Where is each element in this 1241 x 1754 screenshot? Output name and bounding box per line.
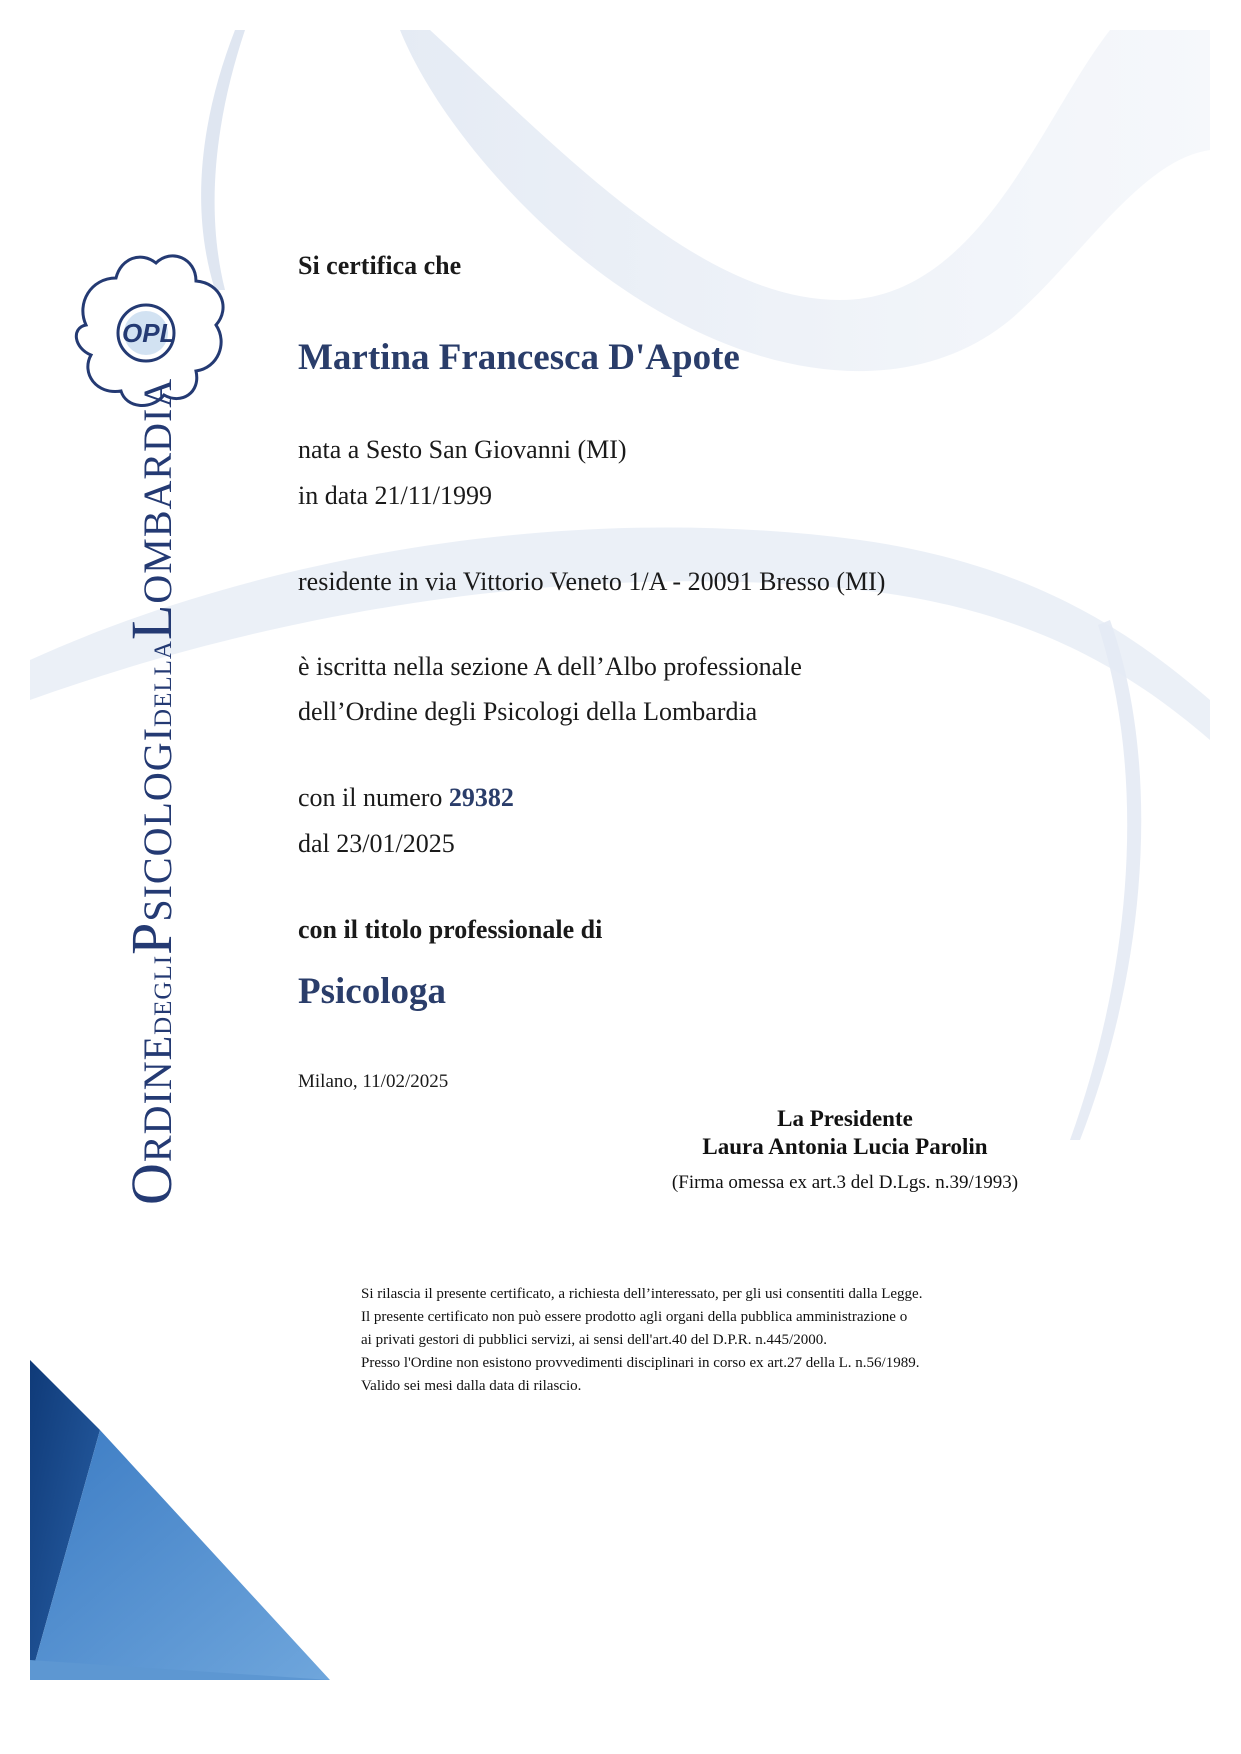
top-swoosh bbox=[400, 30, 1210, 371]
footer-note: Si rilascia il presente certificato, a richiesta dell’interessato, per gli usi consentiti dalla Legge. bbox=[361, 1286, 923, 1302]
signature-note: (Firma omessa ex art.3 del D.Lgs. n.39/1993) bbox=[671, 1172, 1019, 1193]
title-intro: con il titolo professionale di bbox=[298, 915, 603, 944]
registration-number-line bbox=[298, 783, 514, 813]
signature-block bbox=[640, 1105, 1050, 1195]
logo-word-psicologi: SICOLOGI bbox=[135, 726, 180, 922]
signatory-role: La Presidente bbox=[777, 1106, 913, 1131]
logo-vertical-text bbox=[118, 378, 185, 1205]
logo-word-lombardia: OMBARDIA bbox=[135, 377, 180, 604]
logo-word-ordine: RDINE bbox=[135, 1034, 180, 1163]
footer-note: Presso l'Ordine non esistono provvedimenti disciplinari in corso ex art.27 della L. n.56/1989. bbox=[361, 1355, 920, 1371]
number-prefix: con il numero bbox=[298, 783, 449, 812]
logo-letter-p: P bbox=[119, 921, 184, 955]
professional-title: Psicologa bbox=[298, 971, 446, 1012]
birth-date: in data 21/11/1999 bbox=[298, 481, 493, 510]
registration-line-2: dell’Ordine degli Psicologi della Lombardia bbox=[298, 697, 758, 726]
signatory-name: Laura Antonia Lucia Parolin bbox=[702, 1134, 988, 1159]
logo-letter-l: L bbox=[119, 603, 184, 641]
footer-note: ai privati gestori di pubblici servizi, ai sensi dell'art.40 del D.P.R. n.445/2000. bbox=[361, 1332, 827, 1348]
seal-letters: OPL bbox=[122, 318, 176, 348]
logo-word-della: DELLA bbox=[150, 640, 177, 727]
footer-note: Il presente certificato non può essere prodotto agli organi della pubblica amministrazione o bbox=[361, 1309, 908, 1325]
registration-since: dal 23/01/2025 bbox=[298, 829, 455, 858]
place-date: Milano, 11/02/2025 bbox=[298, 1071, 449, 1092]
footer-note: Valido sei mesi dalla data di rilascio. bbox=[361, 1378, 582, 1394]
logo-letter-o: O bbox=[119, 1162, 184, 1205]
thin-arc bbox=[201, 30, 245, 290]
residence: residente in via Vittorio Veneto 1/A - 20091 Bresso (MI) bbox=[298, 567, 886, 596]
registration-line-1: è iscritta nella sezione A dell’Albo professionale bbox=[298, 652, 802, 681]
registration-number: 29382 bbox=[448, 783, 514, 812]
logo-word-degli: DEGLI bbox=[150, 954, 177, 1035]
birth-place: nata a Sesto San Giovanni (MI) bbox=[298, 435, 627, 464]
footer-notes bbox=[361, 1283, 922, 1398]
right-arc bbox=[1070, 620, 1141, 1140]
certificate-intro: Si certifica che bbox=[298, 251, 462, 280]
holder-name: Martina Francesca D'Apote bbox=[298, 337, 740, 378]
